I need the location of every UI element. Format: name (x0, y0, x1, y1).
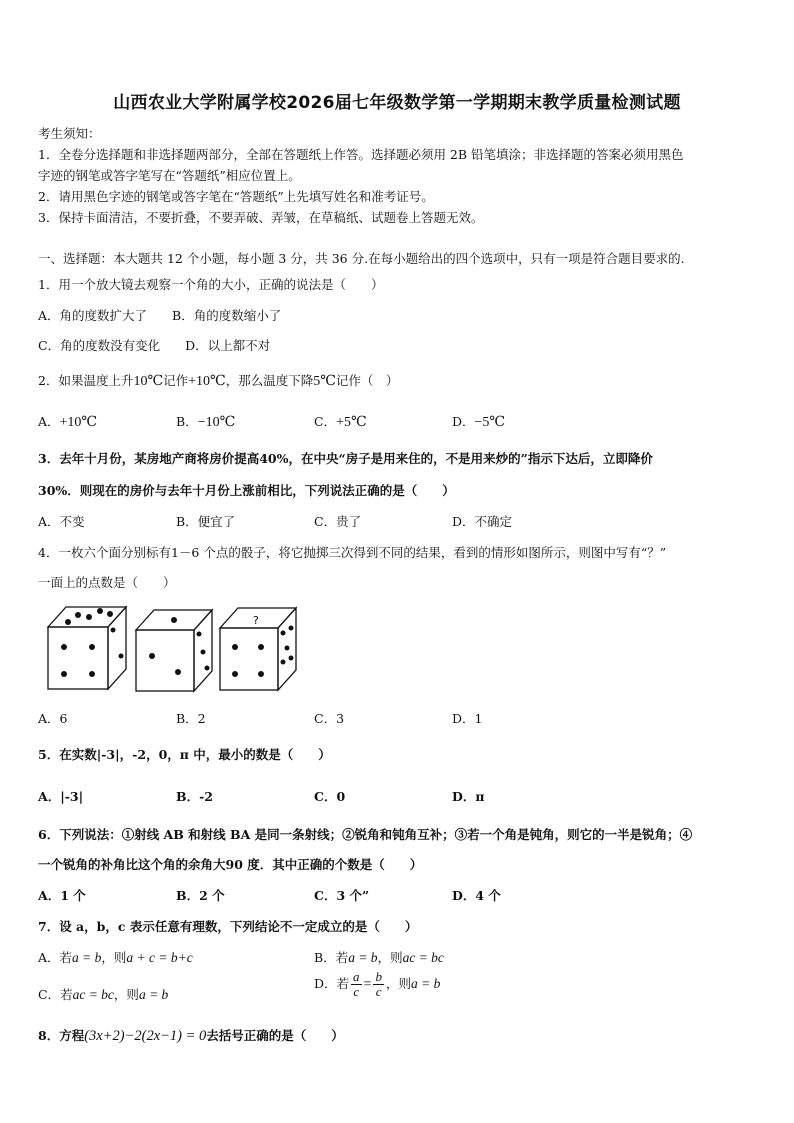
q7-c-condition: ac = bc (72, 987, 114, 1002)
q7-d-equals: = (363, 977, 372, 992)
q7-c-conclusion: a = b (138, 987, 169, 1002)
q2-stem-text-d: 记作（ ） (335, 373, 399, 388)
q4-option-a: A．6 (38, 711, 68, 726)
q2-option-a-value: +10℃ (59, 415, 98, 430)
q2-option-b (176, 412, 235, 431)
q7-d-fraction-2 (373, 970, 384, 999)
q7-c-prefix: C．若 (38, 987, 73, 1002)
q7-d-numerator-1: a (353, 969, 360, 984)
q6-option-b: B．2 个 (176, 888, 225, 903)
notice-item-2: 2．请用黑色字迹的钢笔或答字笔在“答题纸”上先填写姓名和准考证号。 (38, 189, 434, 204)
notice-heading: 考生须知： (38, 126, 101, 141)
q7-a-prefix: A．若 (38, 950, 73, 965)
dice-figure (40, 600, 310, 700)
q2-stem (38, 371, 398, 390)
q7-option-c (38, 985, 168, 1003)
q3-option-d: D．不确定 (452, 514, 513, 529)
q2-option-d-value: −5℃ (474, 415, 506, 430)
q2-option-a (38, 412, 97, 431)
q8-stem (38, 1026, 344, 1045)
q2-math-2: +10℃ (188, 374, 226, 389)
q3-line-1: 3．去年十月份，某房地产商将房价提高40%，在中央“房子是用来住的，不是用来炒的”指示下达后，立即降价 (38, 451, 653, 466)
q2-math-1: 10℃ (133, 374, 164, 389)
q7-d-numerator-2: b (375, 969, 382, 984)
q7-d-denominator-1: c (353, 984, 360, 999)
q3-option-a: A．不变 (38, 514, 85, 529)
q6-line-1: 6．下列说法：①射线 AB 和射线 BA 是同一条射线；②锐角和钝角互补；③若一个角是钝角，则它的一半是锐角；④ (38, 827, 693, 842)
section-heading: 一、选择题：本大题共 12 个小题，每小题 3 分，共 36 分.在每小题给出的四个选项中，只有一项是符合题目要求的. (38, 251, 685, 266)
q5-option-d: D．π (452, 789, 485, 804)
q2-stem-text-c: ，那么温度下降 (225, 373, 314, 388)
q1-stem: 1．用一个放大镜去观察一个角的大小，正确的说法是（ ） (38, 277, 384, 292)
q8-prefix: 8．方程 (38, 1028, 85, 1043)
q7-b-conclusion: ac = bc (402, 950, 444, 965)
q3-option-c: C．贵了 (314, 514, 362, 529)
q7-b-condition: a = b (348, 950, 378, 965)
q2-option-c-label: C． (314, 414, 337, 429)
q7-d-fraction-1 (351, 970, 362, 999)
q5-option-b: B．-2 (176, 789, 213, 804)
q2-option-b-label: B． (176, 414, 198, 429)
q7-option-b (314, 948, 444, 966)
q8-equation: (3x+2)−2(2x−1) = 0 (84, 1028, 207, 1044)
q7-option-a (38, 948, 193, 966)
page-title: 山西农业大学附属学校2026届七年级数学第一学期期末教学质量检测试题 (113, 93, 681, 113)
q5-option-a: A．|-3| (38, 789, 84, 804)
q1-options-row-2: C．角的度数没有变化 D．以上都不对 (38, 338, 271, 353)
die-1 (48, 607, 126, 689)
q7-option-d (314, 970, 440, 999)
q2-option-b-value: −10℃ (197, 415, 236, 430)
q7-d-denominator-2: c (375, 984, 382, 999)
q2-option-c (314, 412, 367, 431)
q4-option-c: C．3 (314, 711, 345, 726)
q4-line-2: 一面上的点数是（ ） (38, 575, 176, 590)
q2-option-d-label: D． (452, 414, 475, 429)
dice-question-mark: ? (253, 614, 259, 627)
notice-item-1-line-1: 1．全卷分选择题和非选择题两部分，全部在答题纸上作答。选择题必须用 2B 铅笔填涂；非选择题的答案必须用黑色 (38, 147, 684, 162)
notice-item-3: 3．保持卡面清洁，不要折叠，不要弄破、弄皱，在草稿纸、试题卷上答题无效。 (38, 210, 484, 225)
q7-d-conclusion: a = b (410, 976, 441, 991)
q7-b-then: ，则 (377, 950, 403, 965)
q1-options-row-1: A．角的度数扩大了 B．角的度数缩小了 (38, 308, 282, 323)
q2-option-d (452, 412, 505, 431)
q5-option-c: C．0 (314, 789, 346, 804)
q6-option-a: A．1 个 (38, 888, 86, 903)
q7-stem: 7．设 a，b，c 表示任意有理数，下列结论不一定成立的是（ ） (38, 919, 418, 934)
q7-d-prefix: D．若 (314, 976, 350, 991)
q2-stem-text-a: 2．如果温度上升 (38, 373, 134, 388)
q7-b-prefix: B．若 (314, 950, 349, 965)
q7-a-conclusion: a + c = b+c (126, 950, 193, 965)
q2-option-a-label: A． (38, 414, 60, 429)
q2-stem-text-b: 记作 (163, 373, 189, 388)
q3-line-2: 30%．则现在的房价与去年十月份上涨前相比，下列说法正确的是（ ） (38, 483, 455, 498)
q6-option-c: C．3 个” (314, 888, 370, 903)
q7-a-then: ，则 (101, 950, 127, 965)
q4-option-d: D．1 (452, 711, 483, 726)
q7-d-then: ，则 (385, 976, 411, 991)
q7-a-condition: a = b (72, 950, 102, 965)
q2-math-3: 5℃ (313, 374, 336, 389)
q6-option-d: D．4 个 (452, 888, 501, 903)
q4-line-1: 4．一枚六个面分别标有1－6 个点的骰子，将它抛掷三次得到不同的结果，看到的情形如图所示，则图中写有“？” (38, 545, 667, 560)
notice-item-1-line-2: 字迹的钢笔或答字笔写在“答题纸”相应位置上。 (38, 168, 301, 183)
q7-c-then: ，则 (113, 987, 139, 1002)
q5-stem: 5．在实数|-3|，-2，0，π 中，最小的数是（ ） (38, 747, 331, 762)
q6-line-2: 一个锐角的补角比这个角的余角大90 度．其中正确的个数是（ ） (38, 857, 423, 872)
q3-option-b: B．便宜了 (176, 514, 236, 529)
q2-option-c-value: +5℃ (336, 415, 367, 430)
q8-suffix: 去括号正确的是（ ） (206, 1028, 344, 1043)
q4-option-b: B．2 (176, 711, 206, 726)
